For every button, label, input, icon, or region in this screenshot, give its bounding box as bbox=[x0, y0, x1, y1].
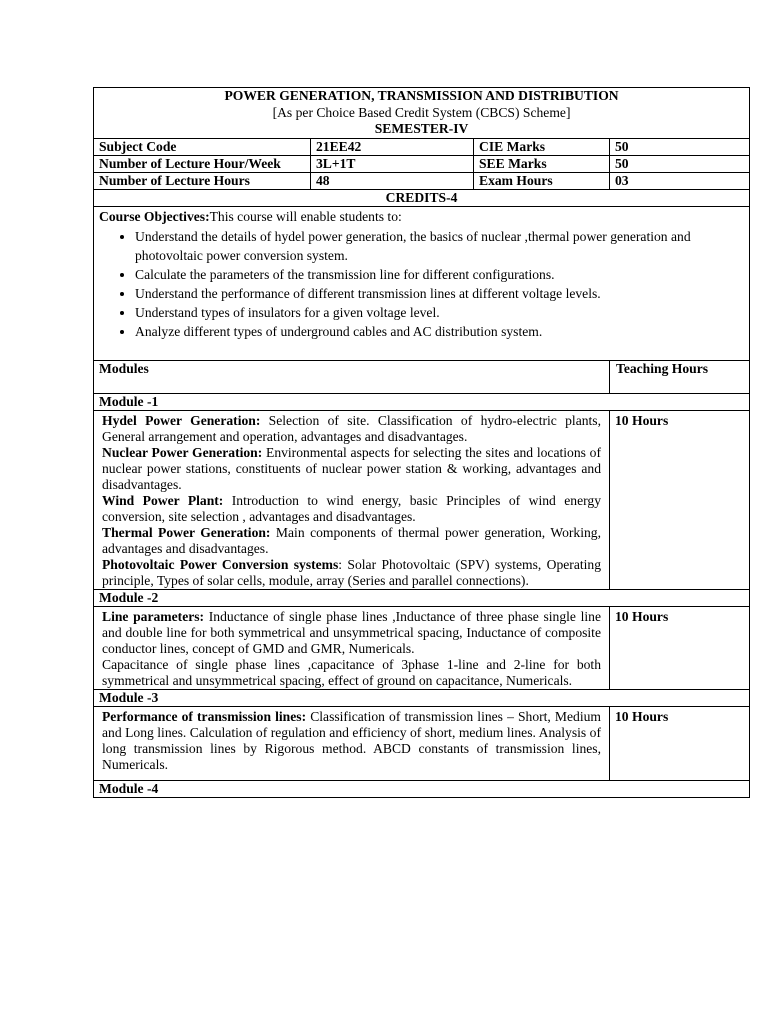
module-hours: 10 Hours bbox=[610, 410, 750, 589]
lecture-hour-week-value: 3L+1T bbox=[311, 155, 474, 172]
info-row bbox=[94, 172, 750, 189]
topic-text: : Solar Photovoltaic (SPV) systems, Operating principle, Types of solar cells, module, array (Series and parallel connections). bbox=[102, 556, 601, 588]
objective-item: • Calculate the parameters of the transmission line for different configurations. bbox=[135, 265, 744, 284]
module-topic bbox=[102, 493, 601, 525]
module-header-row bbox=[94, 589, 750, 606]
credits-label: CREDITS-4 bbox=[94, 189, 750, 206]
see-marks-value: 50 bbox=[610, 155, 750, 172]
objectives-intro: This course will enable students to: bbox=[209, 208, 402, 224]
module-label: Module -1 bbox=[94, 393, 750, 410]
module-topic bbox=[102, 525, 601, 557]
modules-header-row bbox=[94, 360, 750, 393]
topic-heading: Wind Power Plant: bbox=[102, 492, 224, 508]
course-subtitle: [As per Choice Based Credit System (CBCS) Scheme] bbox=[272, 104, 571, 120]
objective-item: • Understand types of insulators for a given voltage level. bbox=[135, 303, 744, 322]
module-hours: 10 Hours bbox=[610, 706, 750, 780]
topic-heading: Line parameters: bbox=[102, 608, 205, 624]
module-content-row bbox=[94, 706, 750, 780]
syllabus-table bbox=[93, 87, 750, 798]
course-objectives bbox=[94, 206, 750, 360]
module-hours: 10 Hours bbox=[610, 606, 750, 689]
objective-item: • Analyze different types of underground cables and AC distribution system. bbox=[135, 322, 744, 341]
teaching-hours-column-header: Teaching Hours bbox=[610, 360, 750, 393]
module-topic bbox=[102, 557, 601, 589]
info-row bbox=[94, 155, 750, 172]
see-marks-label: SEE Marks bbox=[474, 155, 610, 172]
module-content-row bbox=[94, 410, 750, 589]
cie-marks-value: 50 bbox=[610, 138, 750, 155]
lecture-hours-label: Number of Lecture Hours bbox=[94, 172, 311, 189]
exam-hours-label: Exam Hours bbox=[474, 172, 610, 189]
topic-text: Classification of transmission lines – Short, Medium and Long lines. Calculation of regulation and efficiency of short, medium lines. Analysis of long transmission lines by Rigorous method. ABCD constants of transmission lines, Numericals. bbox=[102, 708, 601, 772]
course-title: POWER GENERATION, TRANSMISSION AND DISTRIBUTION bbox=[224, 88, 619, 103]
topic-text: Introduction to wind energy, basic Principles of wind energy conversion, site selection , advantages and disadvantages. bbox=[102, 492, 601, 524]
module-content bbox=[94, 706, 610, 780]
credits-row bbox=[94, 189, 750, 206]
topic-text: Main components of thermal power generation, Working, advantages and disadvantages. bbox=[102, 524, 601, 556]
objectives-label: Course Objectives: bbox=[99, 208, 210, 224]
module-header-row bbox=[94, 689, 750, 706]
cie-marks-label: CIE Marks bbox=[474, 138, 610, 155]
module-topic bbox=[102, 657, 601, 689]
modules-column-header: Modules bbox=[94, 360, 610, 393]
objective-item: • Understand the details of hydel power generation, the basics of nuclear ,thermal power generation and photovoltaic power conversion system. bbox=[135, 227, 744, 265]
module-label: Module -4 bbox=[94, 780, 750, 797]
topic-text: Capacitance of single phase lines ,capacitance of 3phase 1-line and 2-line for both symmetrical and unsymmetrical spacing, effect of ground on capacitance, Numericals. bbox=[102, 656, 601, 688]
lecture-hours-value: 48 bbox=[311, 172, 474, 189]
course-header-row bbox=[94, 88, 750, 139]
objectives-list bbox=[99, 227, 744, 341]
module-label: Module -2 bbox=[94, 589, 750, 606]
topic-heading: Performance of transmission lines: bbox=[102, 708, 307, 724]
topic-heading: Hydel Power Generation: bbox=[102, 412, 261, 428]
exam-hours-value: 03 bbox=[610, 172, 750, 189]
module-label: Module -3 bbox=[94, 689, 750, 706]
subject-code-value: 21EE42 bbox=[311, 138, 474, 155]
topic-text: Selection of site. Classification of hydro-electric plants, General arrangement and operation, advantages and disadvantages. bbox=[102, 412, 602, 444]
lecture-hour-week-label: Number of Lecture Hour/Week bbox=[94, 155, 311, 172]
module-content bbox=[94, 410, 610, 589]
module-topic bbox=[102, 609, 601, 657]
topic-text: Environmental aspects for selecting the sites and locations of nuclear power stations, constituents of nuclear power station & working, advantages and disadvantages. bbox=[102, 444, 601, 492]
topic-text: Inductance of single phase lines ,Inductance of three phase single line and double line for both symmetrical and unsymmetrical spacing, Inductance of composite conductor lines, concept of GMD and GMR, Numericals. bbox=[102, 608, 602, 656]
module-topic bbox=[102, 445, 601, 493]
module-header-row bbox=[94, 780, 750, 797]
info-row bbox=[94, 138, 750, 155]
module-content bbox=[94, 606, 610, 689]
module-content-row bbox=[94, 606, 750, 689]
topic-heading: Photovoltaic Power Conversion systems bbox=[102, 556, 339, 572]
topic-heading: Thermal Power Generation: bbox=[102, 524, 271, 540]
objectives-row bbox=[94, 206, 750, 360]
objective-item: • Understand the performance of different transmission lines at different voltage levels. bbox=[135, 284, 744, 303]
module-header-row bbox=[94, 393, 750, 410]
course-header bbox=[94, 88, 750, 139]
module-topic bbox=[102, 709, 601, 773]
module-topic bbox=[102, 413, 601, 445]
subject-code-label: Subject Code bbox=[94, 138, 311, 155]
semester-label: SEMESTER-IV bbox=[374, 121, 469, 136]
topic-heading: Nuclear Power Generation: bbox=[102, 444, 263, 460]
